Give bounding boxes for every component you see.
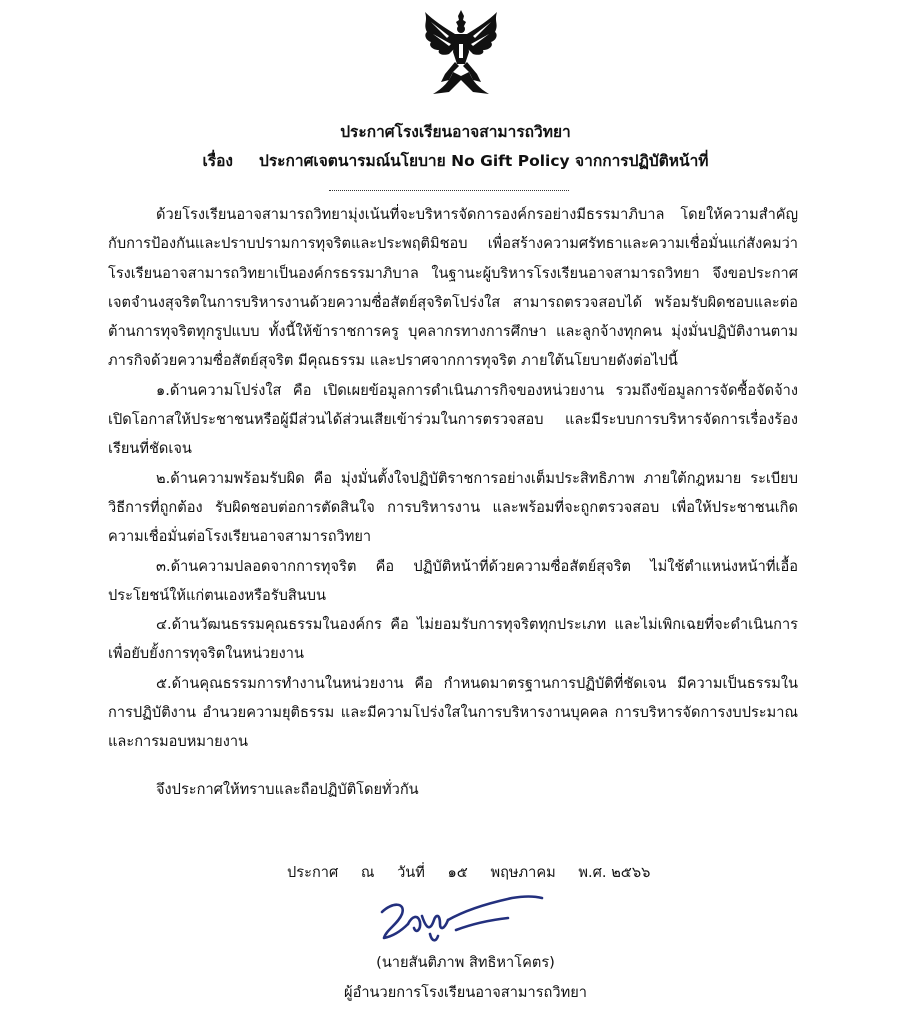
announcement-date bbox=[287, 862, 650, 884]
policy-item-1: ๑.ด้านความโปร่งใส คือ เปิดเผยข้อมูลการดำเนินภารกิจของหน่วยงาน รวมถึงข้อมูลการจัดซื้อจัดจ้าง เปิดโอกาสให้ประชาชนหรือผู้มีส่วนได้ส่วนเสียเข้าร่วมในการตรวจสอบ และมีระบบการบริหารจัดการเรื่องร้องเรียนที่ชัดเจน bbox=[108, 381, 798, 458]
policy-item-5: ๕.ด้านคุณธรรมการทำงานในหน่วยงาน คือ กำหนดมาตรฐานการปฏิบัติที่ชัดเจน มีความเป็นธรรมในการปฏิบัติงาน อำนวยความยุติธรรม และมีความโปร่งใสในการบริหารงานบุคคล การบริหารจัดการงบประมาณ และการมอบหมายงาน bbox=[108, 674, 798, 751]
announcement-subject-line bbox=[0, 151, 911, 171]
date-day: ๑๕ bbox=[447, 864, 468, 881]
at-label: ณ bbox=[360, 864, 375, 881]
announced-label: ประกาศ bbox=[287, 864, 339, 881]
handwritten-signature-icon bbox=[372, 890, 552, 948]
day-label: วันที่ bbox=[397, 864, 425, 881]
policy-item-3: ๓.ด้านความปลอดจากการทุจริต คือ ปฏิบัติหน้าที่ด้วยความซื่อสัตย์สุจริต ไม่ใช้ตำแหน่งหน้าที่เอื้อประโยชน์ให้แก่ตนเองหรือรับสินบน bbox=[108, 557, 798, 604]
date-year: พ.ศ. ๒๕๖๖ bbox=[578, 864, 651, 881]
announcement-body bbox=[108, 200, 798, 804]
dotted-divider bbox=[329, 190, 569, 191]
date-month: พฤษภาคม bbox=[490, 864, 556, 881]
announcement-title: ประกาศโรงเรียนอาจสามารถวิทยา bbox=[340, 123, 571, 141]
closing-statement: จึงประกาศให้ทราบและถือปฏิบัติโดยทั่วกัน bbox=[156, 780, 419, 798]
signer-position: ผู้อำนวยการโรงเรียนอาจสามารถวิทยา bbox=[344, 984, 587, 1001]
policy-item-4: ๔.ด้านวัฒนธรรมคุณธรรมในองค์กร คือ ไม่ยอมรับการทุจริตทุกประเภท และไม่เพิกเฉยที่จะดำเนินการเพื่อยับยั้งการทุจริตในหน่วยงาน bbox=[108, 616, 798, 663]
signer-name: (นายสันติภาพ สิทธิหาโคตร) bbox=[376, 954, 555, 971]
policy-item-2: ๒.ด้านความพร้อมรับผิด คือ มุ่งมั่นตั้งใจปฏิบัติราชการอย่างเต็มประสิทธิภาพ ภายใต้กฎหมาย ระเบียบ วิธีการที่ถูกต้อง รับผิดชอบต่อการตัดสินใจ การบริหารงาน และพร้อมที่จะถูกตรวจสอบ เพื่อให้ประชาชนเกิดความเชื่อมั่นต่อโรงเรียนอาจสามารถวิทยา bbox=[108, 469, 798, 546]
subject-text: ประกาศเจตนารมณ์นโยบาย No Gift Policy จากการปฏิบัติหน้าที่ bbox=[259, 152, 709, 170]
subject-label: เรื่อง bbox=[202, 152, 233, 170]
intro-paragraph: ด้วยโรงเรียนอาจสามารถวิทยามุ่งเน้นที่จะบริหารจัดการองค์กรอย่างมีธรรมาภิบาล โดยให้ความสำคัญกับการป้องกันและปราบปรามการทุจริตและประพฤติมิชอบ เพื่อสร้างความศรัทธาและความเชื่อมั่นแก่สังคมว่าโรงเรียนอาจสามารถวิทยาเป็นองค์กรธรรมาภิบาล ในฐานะผู้บริหารโรงเรียนอาจสามารถวิทยา จึงขอประกาศเจตจำนงสุจริตในการบริหารงานด้วยความซื่อสัตย์สุจริตโปร่งใส สามารถตรวจสอบได้ พร้อมรับผิดชอบและต่อต้านการทุจริตทุกรูปแบบ ทั้งนี้ให้ข้าราชการครู บุคลากรทางการศึกษา และลูกจ้างทุกคน มุ่งมั่นปฏิบัติงานตามภารกิจด้วยความซื่อสัตย์สุจริต มีคุณธรรม และปราศจากการทุจริต ภายใต้นโยบายดังต่อไปนี้ bbox=[108, 206, 798, 370]
garuda-emblem-icon bbox=[419, 8, 503, 98]
